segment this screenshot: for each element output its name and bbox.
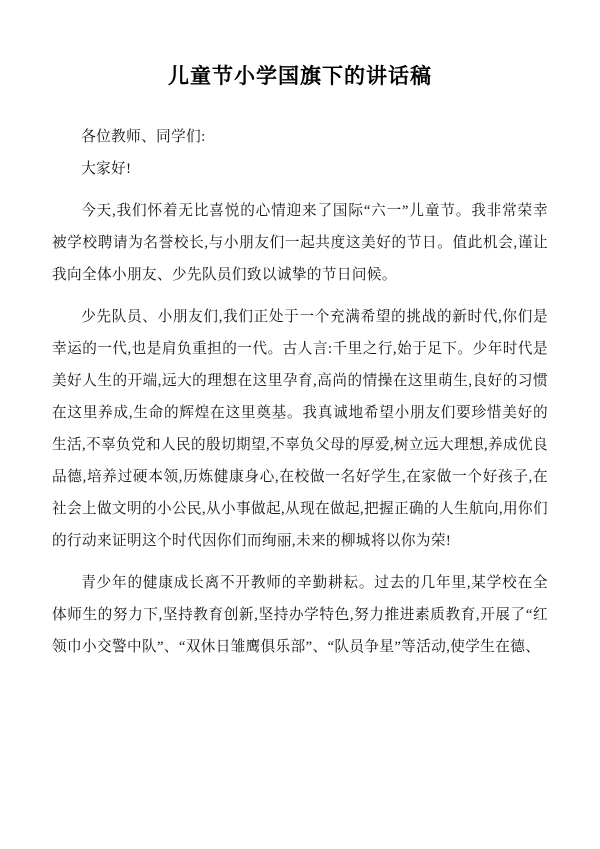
paragraph-spacer <box>52 185 548 195</box>
paragraph-2: 少先队员、小朋友们,我们正处于一个充满希望的挑战的新时代,你们是幸运的一代,也是肩负重担的一代。古人言:千里之行,始于足下。少年时代是美好人生的开端,远大的理想在这里孕育,高尚的情操在这里萌生,良好的习惯在这里养成,生命的辉煌在这里奠基。我真诚地希望小朋友们要珍惜美好的生活,不辜负党和人民的殷切期望,不辜负父母的厚爱,树立远大理想,养成优良品德,培养过硬本领,历炼健康身心,在校做一名好学生,在家做一个好孩子,在社会上做文明的小公民,从小事做起,从现在做起,把握正确的人生航向,用你们的行动来证明这个时代因你们而绚丽,未来的柳城将以你为荣! <box>52 309 548 550</box>
paragraph-salutation: 各位教师、同学们: <box>81 129 206 146</box>
greeting-block <box>52 121 548 185</box>
paragraph-greeting: 大家好! <box>81 161 132 178</box>
paragraph-spacer <box>52 557 548 567</box>
page-title: 儿童节小学国旗下的讲话稿 <box>168 64 432 88</box>
paragraph-3: 青少年的健康成长离不开教师的辛勤耕耘。过去的几年里,某学校在全体师生的努力下,坚持教育创新,坚持办学特色,努力推进素质教育,开展了“红领巾小交警中队”、“双休日雏鹰俱乐部”、“队员争星”等活动,使学生在德、 <box>52 575 548 656</box>
paragraph-1: 今天,我们怀着无比喜悦的心情迎来了国际“六一”儿童节。我非常荣幸被学校聘请为名誉校长,与小朋友们一起共度这美好的节日。值此机会,谨让我向全体小朋友、少先队员们致以诚挚的节日问候。 <box>52 203 548 284</box>
document-body <box>52 121 548 663</box>
paragraph-spacer <box>52 291 548 301</box>
